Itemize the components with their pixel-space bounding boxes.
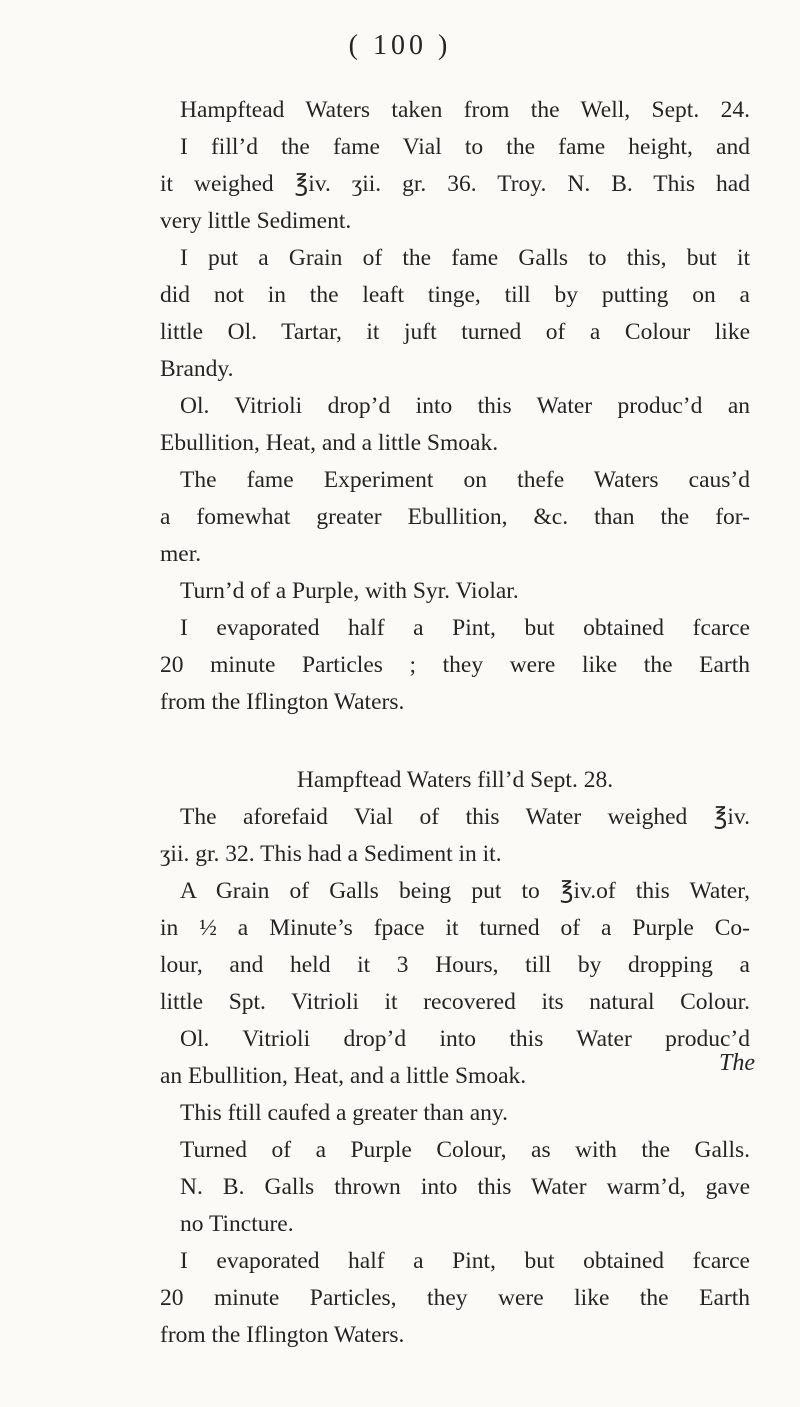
text-line: Brandy. bbox=[160, 356, 234, 382]
text-line: little Spt. Vitrioli it recovered its natural Colour. bbox=[160, 989, 750, 1015]
text-line: it weighed ℥iv. ʒii. gr. 36. Troy. N. B. This had bbox=[160, 171, 750, 197]
text-line: A Grain of Galls being put to ℥iv.of this Water, bbox=[180, 878, 750, 904]
text-line: 20 minute Particles ; they were like the Earth bbox=[160, 652, 750, 678]
text-line: I fill’d the fame Vial to the fame height, and bbox=[180, 134, 750, 160]
text-line: I put a Grain of the fame Galls to this, but it bbox=[180, 245, 750, 271]
page-number: ( 100 ) bbox=[348, 30, 452, 61]
text-line: from the Iflington Waters. bbox=[160, 1322, 405, 1348]
text-line: ʒii. gr. 32. This had a Sediment in it. bbox=[160, 841, 502, 867]
text-line: lour, and held it 3 Hours, till by dropping a bbox=[160, 952, 750, 978]
text-line: This ftill caufed a greater than any. bbox=[180, 1100, 508, 1126]
section-hampstead-sept-24 bbox=[160, 92, 750, 721]
text-line: did not in the leaft tinge, till by putting on a bbox=[160, 282, 750, 308]
text-line: no Tincture. bbox=[180, 1211, 294, 1237]
text-line: Hampftead Waters taken from the Well, Sept. 24. bbox=[180, 97, 750, 123]
text-line: in ½ a Minute’s fpace it turned of a Purple Co- bbox=[160, 915, 750, 941]
section-heading: Hampftead Waters fill’d Sept. 28. bbox=[296, 767, 614, 793]
text-line: Ebullition, Heat, and a little Smoak. bbox=[160, 430, 499, 456]
text-line: a fomewhat greater Ebullition, &c. than the for- bbox=[160, 504, 750, 530]
text-line: Turned of a Purple Colour, as with the Galls. bbox=[180, 1137, 750, 1163]
text-line: The fame Experiment on thefe Waters caus’d bbox=[180, 467, 750, 493]
text-line: very little Sediment. bbox=[160, 208, 352, 234]
section-hampstead-sept-28 bbox=[160, 762, 750, 1354]
text-line: N. B. Galls thrown into this Water warm’d, gave bbox=[180, 1174, 750, 1200]
text-line: mer. bbox=[160, 541, 202, 567]
text-line: The aforefaid Vial of this Water weighed ℥iv. bbox=[180, 804, 750, 830]
text-line: Ol. Vitrioli drop’d into this Water produc’d bbox=[180, 1026, 750, 1052]
text-line: from the Iflington Waters. bbox=[160, 689, 405, 715]
catchword: The bbox=[719, 1050, 755, 1076]
text-line: I evaporated half a Pint, but obtained fcarce bbox=[180, 1248, 750, 1274]
text-line: Ol. Vitrioli drop’d into this Water produc’d an bbox=[180, 393, 750, 419]
text-line: little Ol. Tartar, it juft turned of a Colour like bbox=[160, 319, 750, 345]
text-line: I evaporated half a Pint, but obtained fcarce bbox=[180, 615, 750, 641]
text-line: an Ebullition, Heat, and a little Smoak. bbox=[160, 1063, 527, 1089]
text-line: Turn’d of a Purple, with Syr. Violar. bbox=[180, 578, 519, 604]
text-line: 20 minute Particles, they were like the Earth bbox=[160, 1285, 750, 1311]
